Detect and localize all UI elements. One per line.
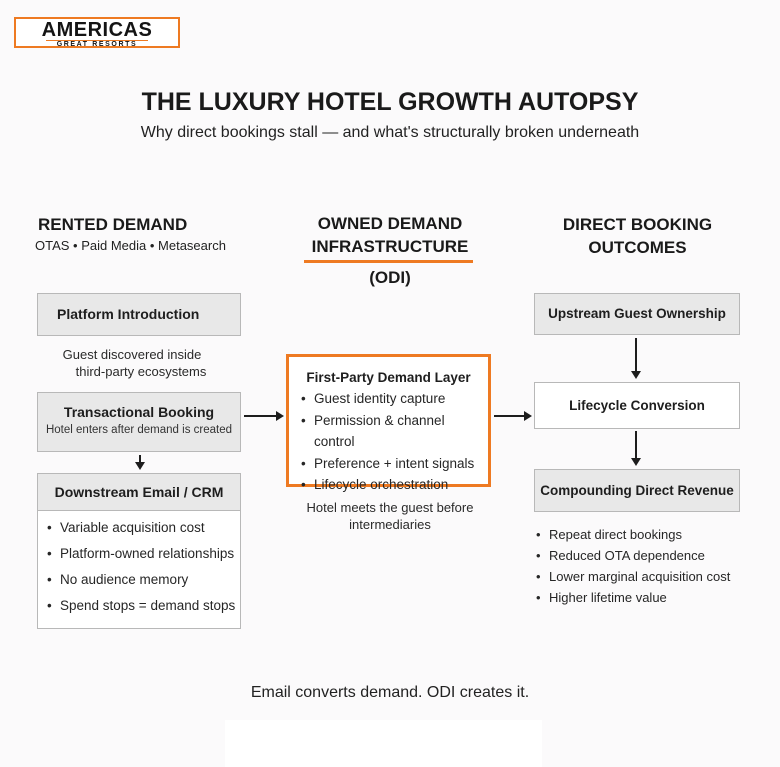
list-item: • Lifecycle orchestration: [301, 474, 488, 496]
list-item: • Variable acquisition cost: [47, 519, 240, 537]
list-item: • Guest identity capture: [301, 388, 488, 410]
odi-heading-line-2: INFRASTRUCTURE: [311, 237, 469, 256]
lifecycle-conversion-box: [534, 382, 740, 429]
arrow-right-icon: [276, 411, 284, 421]
list-item: • Reduced OTA dependence: [536, 545, 730, 566]
odi-heading-line-1: OWNED DEMAND: [317, 214, 463, 233]
downstream-email-crm-box: [37, 473, 241, 629]
odi-accent-underline: [304, 260, 473, 263]
upstream-guest-ownership-label: Upstream Guest Ownership: [548, 306, 726, 321]
brand-logo: [14, 17, 180, 48]
transactional-booking-box: [37, 392, 241, 452]
upstream-guest-ownership-box: [534, 293, 740, 335]
platform-introduction-label: Platform Introduction: [57, 306, 200, 322]
compounding-direct-revenue-box: [534, 469, 740, 512]
logo-tagline: GREAT RESORTS: [46, 40, 148, 48]
outcomes-heading: [540, 213, 735, 259]
list-item: • No audience memory: [47, 571, 240, 589]
blank-panel: [225, 720, 542, 767]
downstream-bullet-list: [38, 511, 240, 615]
transactional-booking-subtitle: Hotel enters after demand is created: [45, 424, 233, 436]
downstream-email-crm-label: Downstream Email / CRM: [54, 484, 224, 500]
odi-caption-line-1: Hotel meets the guest before: [306, 500, 474, 515]
first-party-demand-layer-box: [286, 354, 491, 492]
rented-demand-heading: RENTED DEMAND: [38, 215, 188, 234]
odi-caption-line-2: intermediaries: [349, 517, 431, 532]
first-party-demand-layer-label: First-Party Demand Layer: [306, 370, 471, 385]
arrow-shaft: [244, 415, 277, 417]
odi-caption: [280, 499, 500, 533]
outcomes-heading-line-1: DIRECT BOOKING: [562, 215, 713, 234]
page-title: THE LUXURY HOTEL GROWTH AUTOPSY: [141, 88, 639, 116]
rented-demand-subheading: OTAS • Paid Media • Metasearch: [35, 238, 226, 253]
page-subtitle: Why direct bookings stall — and what's structurally broken underneath: [140, 124, 640, 141]
arrow-down-icon: [631, 458, 641, 466]
arrow-down-icon: [631, 371, 641, 379]
footer-tagline: Email converts demand. ODI creates it.: [250, 684, 530, 701]
arrow-shaft: [494, 415, 525, 417]
arrow-right-icon: [524, 411, 532, 421]
odi-heading: [300, 212, 480, 258]
odi-bullet-list: [301, 388, 488, 496]
list-item: • Spend stops = demand stops: [47, 597, 240, 615]
list-item: • Higher lifetime value: [536, 587, 730, 608]
list-item: • Lower marginal acquisition cost: [536, 566, 730, 587]
list-item: • Platform-owned relationships: [47, 545, 240, 563]
outcomes-bullet-list: [536, 524, 730, 608]
arrow-shaft: [635, 431, 637, 459]
platform-caption: [37, 346, 227, 380]
logo-wordmark: AMERICAS: [41, 19, 153, 41]
platform-caption-line-2: third-party ecosystems: [75, 364, 207, 379]
arrow-shaft: [635, 338, 637, 372]
platform-introduction-box: [37, 293, 241, 336]
downstream-header: [38, 474, 240, 511]
lifecycle-conversion-label: Lifecycle Conversion: [569, 398, 705, 413]
arrow-down-icon: [135, 462, 145, 470]
platform-caption-line-1: Guest discovered inside: [62, 347, 202, 362]
outcomes-heading-line-2: OUTCOMES: [588, 238, 687, 257]
list-item: • Preference + intent signals: [301, 453, 488, 475]
list-item: • Repeat direct bookings: [536, 524, 730, 545]
list-item: • Permission & channel control: [301, 410, 488, 453]
odi-abbreviation: (ODI): [369, 268, 411, 287]
compounding-direct-revenue-label: Compounding Direct Revenue: [540, 483, 734, 498]
transactional-booking-label: Transactional Booking: [63, 404, 215, 420]
